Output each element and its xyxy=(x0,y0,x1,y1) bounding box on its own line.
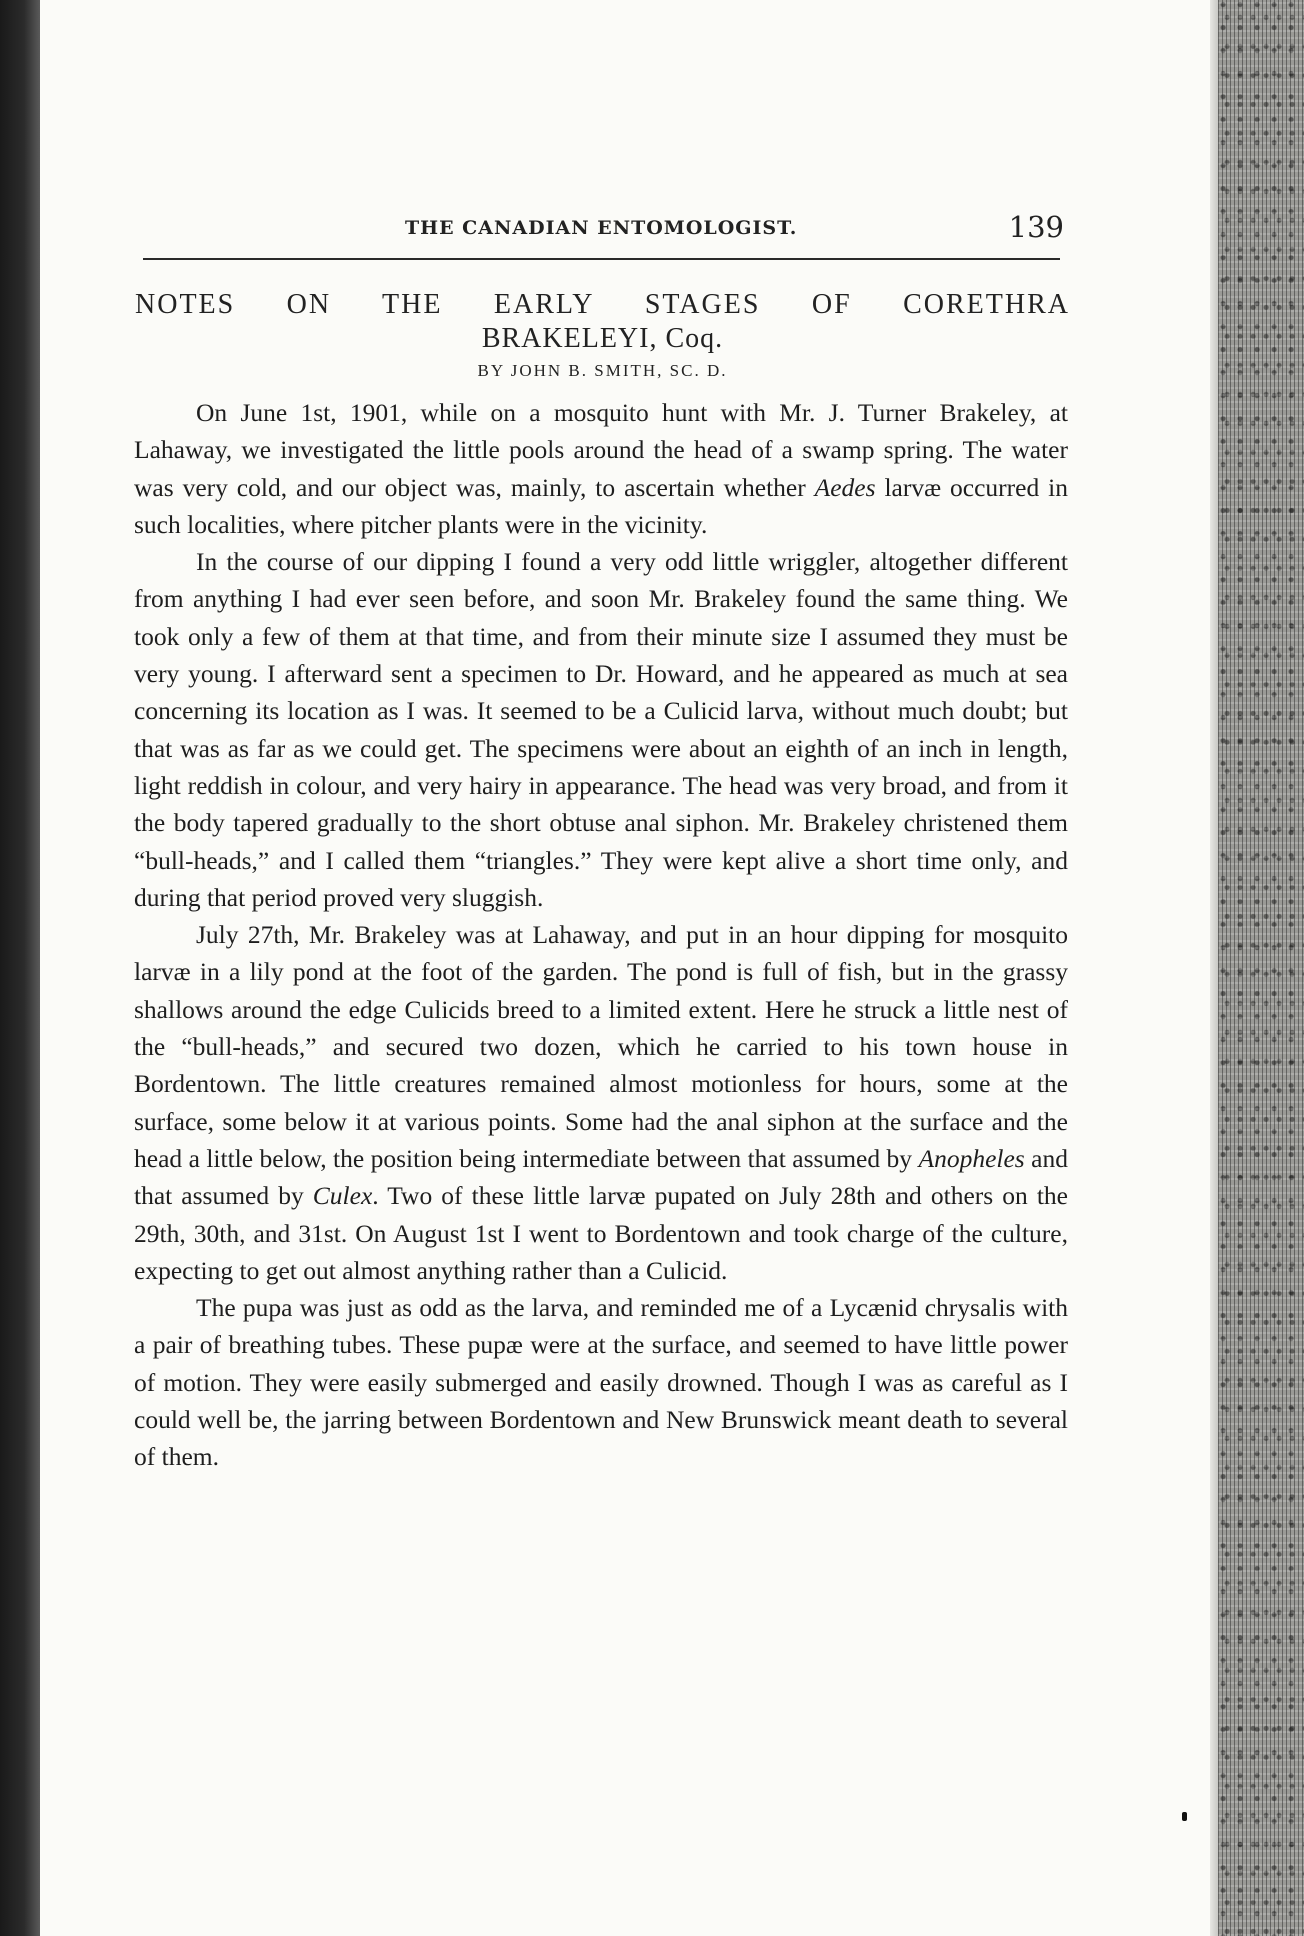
header-rule xyxy=(143,258,1060,260)
article-title-line-1: NOTES ON THE EARLY STAGES OF CORETHRA xyxy=(135,289,1070,320)
article-title-line-2: BRAKELEYI, Coq. xyxy=(481,323,724,354)
paragraph-text: On June 1st, 1901, while on a mosquito hunt with Mr. J. Turner Brakeley, at Lahaway, we investigated the little pools around the head of a swamp spring. The water was very cold, and our object was, mainly, to ascertain whether xyxy=(134,398,1068,502)
paragraph-text: July 27th, Mr. Brakeley was at Lahaway, and put in an hour dipping for mosquito larvæ in a lily pond at the foot of the garden. The pond is full of fish, but in the grassy shallows around the edge Culicids breed to a limited extent. Here he struck a little nest of the “bull-heads,” and secured two dozen, which he carried to his town house in Bordentown. The little creatures remained almost motionless for hours, some at the surface, some below it at various points. Some had the anal siphon at the surface and the head a little below, the position being intermediate between that assumed by xyxy=(134,920,1068,1173)
journal-title: THE CANADIAN ENTOMOLOGIST. xyxy=(405,217,798,239)
italic-taxon: Anopheles xyxy=(918,1143,1025,1173)
italic-taxon: Culex xyxy=(312,1181,373,1211)
paragraph-text: larvæ occurred in such localities, where pitcher plants were in the vicinity. xyxy=(134,472,1068,539)
body-paragraph xyxy=(134,394,1068,543)
italic-taxon: Aedes xyxy=(814,472,876,502)
body-paragraph xyxy=(134,543,1068,916)
article-body xyxy=(134,394,1068,1476)
article-byline: BY JOHN B. SMITH, SC. D. xyxy=(477,361,728,380)
scan-speck xyxy=(1182,1812,1187,1821)
body-paragraph xyxy=(134,1289,1068,1475)
running-head xyxy=(140,210,1070,250)
page-stack-edge xyxy=(1218,0,1304,1936)
binding-shadow xyxy=(0,0,40,1936)
page-number: 139 xyxy=(1008,210,1064,244)
paragraph-text: The pupa was just as odd as the larva, and reminded me of a Lycænid chrysalis with a pair of breathing tubes. These pupæ were at the surface, and seemed to have little power of motion. They were easily submerged and easily drowned. Though I was as careful as I could well be, the jarring between Bordentown and New Brunswick meant death to several of them. xyxy=(134,1293,1068,1472)
body-paragraph xyxy=(134,916,1068,1289)
paragraph-text: and that assumed by xyxy=(134,1143,1068,1211)
paragraph-text: In the course of our dipping I found a very odd little wriggler, altogether different from anything I had ever seen before, and soon Mr. Brakeley found the same thing. We took only a few of them at that time, and from their minute size I assumed they must be very young. I afterward sent a specimen to Dr. Howard, and he appeared as much at sea concerning its location as I was. It seemed to be a Culicid larva, without much doubt; but that was as far as we could get. The specimens were about an eighth of an inch in length, light reddish in colour, and very hairy in appearance. The head was very broad, and from it the body tapered gradually to the short obtuse anal siphon. Mr. Brakeley christened them “bull-heads,” and I called them “triangles.” They were kept alive a short time only, and during that period proved very sluggish. xyxy=(134,547,1068,912)
paragraph-text: . Two of these little larvæ pupated on July 28th and others on the 29th, 30th, and 31st. On August 1st I went to Bordentown and took charge of the culture, expecting to get out almost anything rather than a Culicid. xyxy=(134,1181,1068,1285)
article-title xyxy=(135,288,1070,356)
